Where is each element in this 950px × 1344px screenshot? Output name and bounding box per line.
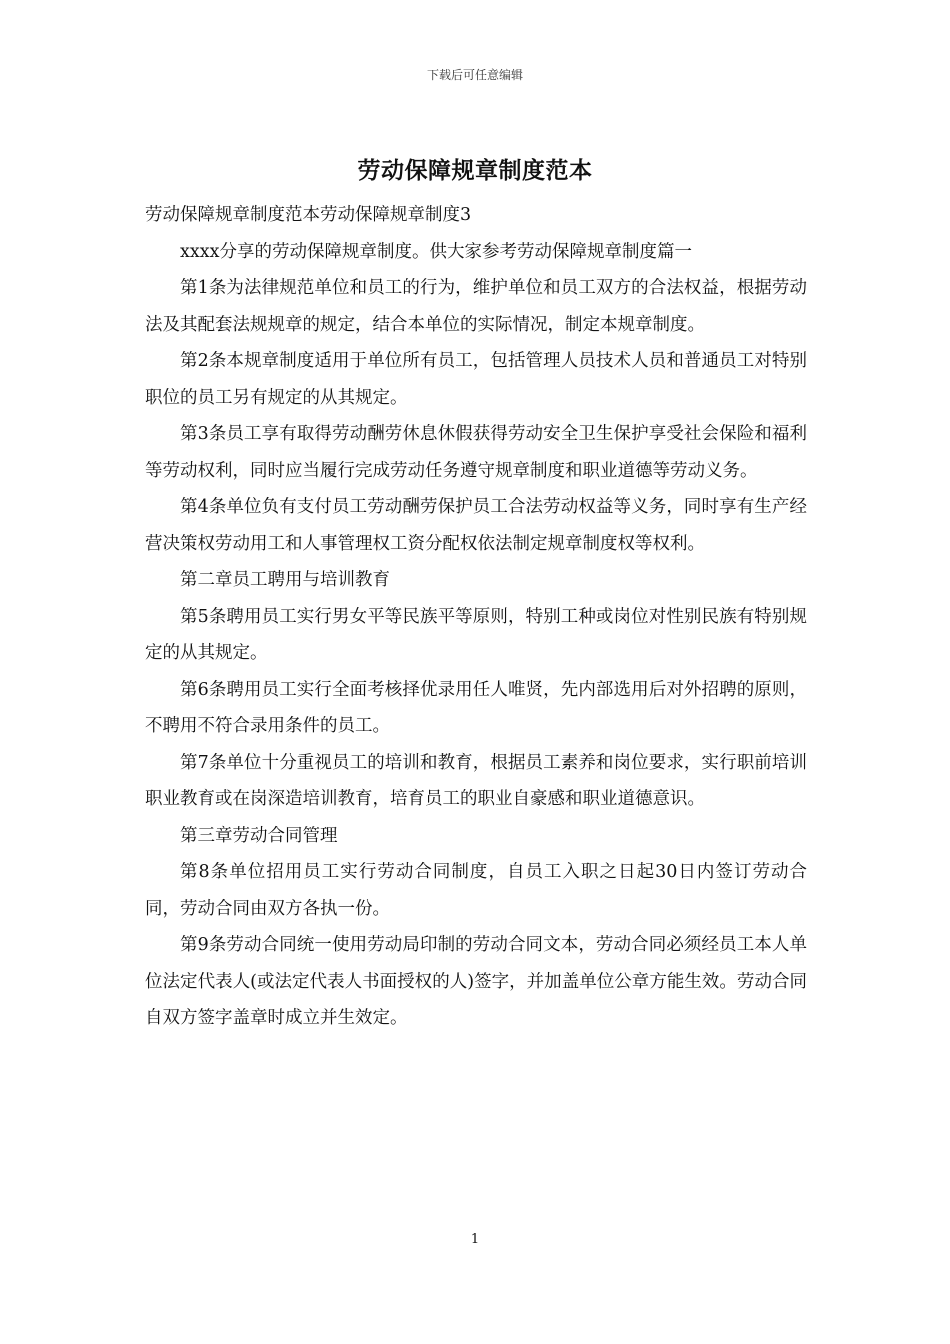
body-paragraph: 第7条单位十分重视员工的培训和教育，根据员工素养和岗位要求，实行职前培训职业教育或在岗深造培训教育，培育员工的职业自豪感和职业道德意识。 [145,752,807,809]
body-paragraph: 第三章劳动合同管理 [180,825,338,846]
body-paragraph: 第8条单位招用员工实行劳动合同制度，自员工入职之日起30日内签订劳动合同，劳动合同由双方各执一份。 [145,862,807,919]
body-paragraph: 第4条单位负有支付员工劳动酬劳保护员工合法劳动权益等义务，同时享有生产经营决策权劳动用工和人事管理权工资分配权依法制定规章制度权等权利。 [145,497,807,554]
page-number: 1 [470,1232,480,1247]
body-paragraph: 第2条本规章制度适用于单位所有员工，包括管理人员技术人员和普通员工对特别职位的员工另有规定的从其规定。 [145,351,807,408]
body-paragraph: 第3条员工享有取得劳动酬劳休息休假获得劳动安全卫生保护享受社会保险和福利等劳动权利，同时应当履行完成劳动任务遵守规章制度和职业道德等劳动义务。 [145,424,807,481]
body-paragraph: 第1条为法律规范单位和员工的行为，维护单位和员工双方的合法权益，根据劳动法及其配套法规规章的规定，结合本单位的实际情况，制定本规章制度。 [145,278,807,335]
document-title: 劳动保障规章制度范本 [357,158,593,184]
body-paragraph: 第5条聘用员工实行男女平等民族平等原则，特别工种或岗位对性别民族有特别规定的从其规定。 [145,606,807,663]
body-paragraph: 第6条聘用员工实行全面考核择优录用任人唯贤，先内部选用后对外招聘的原则，不聘用不符合录用条件的员工。 [145,679,807,736]
body-paragraph: 第二章员工聘用与培训教育 [180,570,390,590]
body-paragraph: 第9条劳动合同统一使用劳动局印制的劳动合同文本，劳动合同必须经员工本人单位法定代表人(或法定代表人书面授权的人)签字，并加盖单位公章方能生效。劳动合同自双方签字盖章时成立并生效定。 [145,935,807,1028]
document-body [145,197,807,1037]
body-paragraph: 劳动保障规章制度范本劳动保障规章制度3 [145,205,472,225]
page-header-note: 下载后可任意编辑 [426,68,523,82]
body-paragraph: xxxx分享的劳动保障规章制度。供大家参考劳动保障规章制度篇一 [180,241,692,262]
